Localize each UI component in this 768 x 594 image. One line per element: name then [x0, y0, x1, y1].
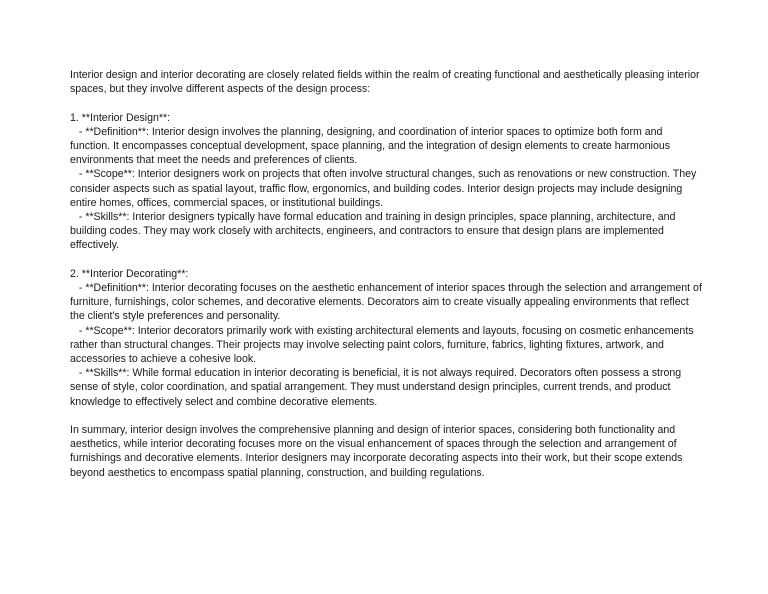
- skills-item: - **Skills**: Interior designers typically have formal education and training in design principles, space planning, architecture, and building codes. They may work closely with architects, engineers, and contractors to ensure that design plans are implemented effectively.: [70, 211, 679, 252]
- paragraph-gap: [70, 409, 702, 423]
- document-body: [70, 68, 705, 480]
- section-interior-design: [70, 111, 702, 253]
- definition-item: - **Definition**: Interior decorating focuses on the aesthetic enhancement of interior spaces through the selection and arrangement of furniture, furnishings, color schemes, and decorative elements. Decorators aim to create visually appealing environments that reflect the client's style preferences and personality.: [70, 282, 705, 323]
- skills-item: - **Skills**: While formal education in interior decorating is beneficial, it is not always required. Decorators often possess a strong sense of style, color coordination, and spatial arrangement. They must understand design principles, current trends, and product knowledge to effectively select and combine decorative elements.: [70, 367, 685, 408]
- section-heading: 1. **Interior Design**:: [70, 111, 171, 124]
- scope-item: - **Scope**: Interior designers work on projects that often involve structural changes, such as renovations or new construction. They consider aspects such as spatial layout, traffic flow, ergonomics, and building codes. Interior design projects may include designing entire homes, offices, commercial spaces, or institutional buildings.: [70, 168, 700, 209]
- paragraph-gap: [70, 96, 702, 110]
- summary-paragraph: In summary, interior design involves the comprehensive planning and design of interior spaces, considering both functionality and aesthetics, while interior decorating focuses more on the visual enhancement of spaces through the selection and arrangement of furnishings and decorative elements. Interior designers may incorporate decorating aspects into their work, but their scope extends beyond aesthetics to encompass spatial planning, construction, and building regulations.: [70, 424, 683, 479]
- intro-paragraph: Interior design and interior decorating are closely related fields within the realm of creating functional and aesthetically pleasing interior spaces, but they involve different aspects of the design process:: [70, 69, 700, 96]
- section-interior-decorating: [70, 267, 705, 409]
- section-heading: 2. **Interior Decorating**:: [70, 267, 189, 280]
- definition-item: - **Definition**: Interior design involves the planning, designing, and coordination of interior spaces to optimize both form and function. It encompasses conceptual development, space planning, and the integration of design elements to create harmonious environments that meet the needs and preferences of clients.: [70, 125, 674, 167]
- scope-item: - **Scope**: Interior decorators primarily work with existing architectural elements and layouts, focusing on cosmetic enhancements rather than structural changes. Their projects may involve selecting paint colors, furniture, fabrics, lighting fixtures, artwork, and accessories to achieve a cohesive look.: [70, 324, 697, 366]
- paragraph-gap: [70, 253, 702, 267]
